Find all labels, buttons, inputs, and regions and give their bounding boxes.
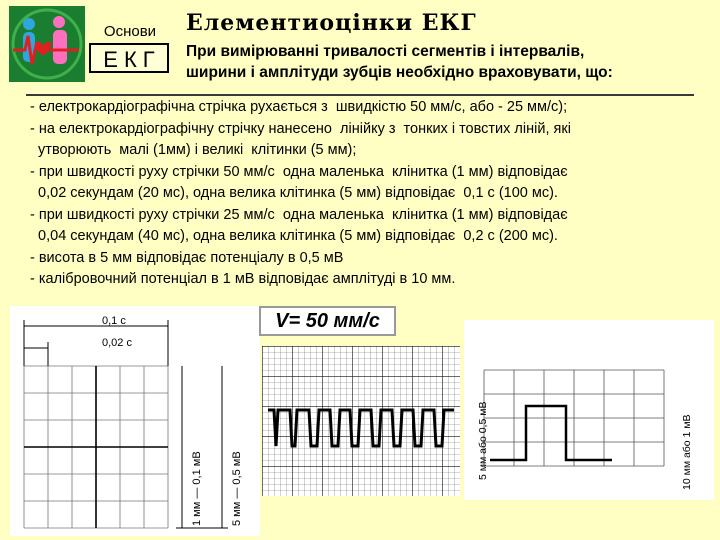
grid-scale-figure — [10, 306, 260, 536]
dim-label-0-02s: 0,02 с — [102, 337, 132, 349]
list-item: 0,02 секундам (20 мс), одна велика клітинка (5 мм) відповідає 0,1 с (100 мс). — [30, 185, 558, 201]
vlabel-10mm-right: 10 мм або 1 мВ — [681, 414, 693, 490]
page-title: Елементиоцінки ЕКГ — [186, 10, 477, 36]
list-item: - висота в 5 мм відповідає потенціалу в 0,5 мВ — [30, 249, 344, 266]
intro-line-2: ширини і амплітуди зубців необхідно враховувати, що: — [186, 64, 613, 81]
speed-label: V= 50 мм/с — [259, 306, 396, 336]
logo-caption-top: Основи — [103, 23, 157, 40]
ekg-logo — [9, 6, 85, 82]
logo-caption-ekg: ЕКГ — [89, 43, 169, 73]
logo-figures-icon — [9, 6, 85, 82]
list-item: утворюють малі (1мм) і великі клітинки (5 мм); — [30, 142, 357, 158]
vlabel-1mm: 1 мм — 0,1 мВ — [191, 451, 203, 526]
list-item: 0,04 секундам (40 мс), одна велика клітинка (5 мм) відповідає 0,2 с (200 мс). — [30, 228, 558, 244]
divider — [26, 94, 694, 96]
list-item: - при швидкості руху стрічки 25 мм/с одна маленька клінитка (1 мм) відповідає — [30, 206, 568, 223]
calibration-figure — [464, 320, 714, 500]
rules-list — [30, 97, 571, 291]
vlabel-5mm: 5 мм — 0,5 мВ — [231, 451, 243, 526]
list-item: - електрокардіографічна стрічка рухається з швидкістю 50 мм/с, або - 25 мм/с); — [30, 99, 568, 115]
list-item: - при швидкості руху стрічки 50 мм/с одна маленька клінитка (1 мм) відповідає — [30, 163, 568, 180]
ecg-strip-figure — [262, 346, 460, 496]
vlabel-5mm-right: 5 мм або 0,5 мВ — [477, 401, 489, 480]
intro-text — [186, 41, 613, 83]
dim-label-0-1s: 0,1 с — [102, 315, 126, 327]
intro-line-1: При вимірюванні тривалості сегментів і інтервалів, — [186, 43, 585, 60]
list-item: - калібровочний потенціал в 1 мВ відповідає амплітуді в 10 мм. — [30, 271, 456, 287]
list-item: - на електрокардіографічну стрічку нанесено лінійку з тонких і товстих ліній, які — [30, 120, 571, 137]
